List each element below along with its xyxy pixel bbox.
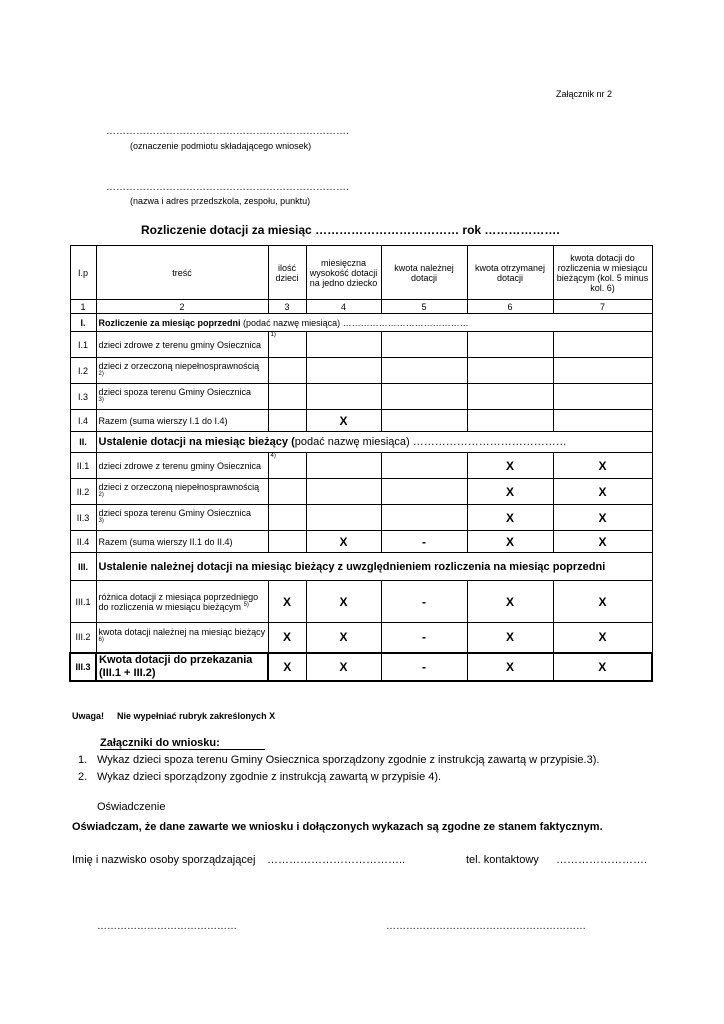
- footnote: 1): [270, 332, 276, 338]
- row-text: dzieci z orzeczoną niepełnosprawnością: [98, 360, 260, 371]
- col-num-1: 1: [70, 300, 96, 314]
- x-mark: X: [306, 410, 381, 432]
- sec2-row1-lp: II.1: [70, 453, 96, 479]
- sec2-sum-lp: II.4: [70, 531, 96, 553]
- x-mark: X: [553, 623, 652, 653]
- dash-mark: -: [381, 531, 467, 553]
- x-mark: X: [268, 623, 306, 653]
- cell: [381, 384, 467, 410]
- attachment-item-2: Wykaz dzieci sporządzony zgodnie z instrukcją zawartą w przypisie 4).: [97, 771, 442, 783]
- x-mark: X: [306, 581, 381, 623]
- cell: [553, 358, 652, 384]
- cell: [268, 410, 306, 432]
- footnote: 6): [98, 637, 104, 644]
- sec3-row1-text: [96, 581, 268, 623]
- sec1-row3-text: [96, 384, 268, 410]
- cell: [306, 453, 381, 479]
- cell: [381, 332, 467, 358]
- cell: [306, 358, 381, 384]
- school-caption: (nazwa i adres przedszkola, zespołu, punktu): [130, 196, 311, 206]
- x-mark: X: [553, 479, 652, 505]
- row-text: dzieci zdrowe z terenu gminy Osiecznica: [98, 339, 262, 350]
- cell: [553, 332, 652, 358]
- x-mark: X: [467, 623, 553, 653]
- sec1-title-cell: [96, 314, 652, 332]
- phone-field[interactable]: …………………….: [556, 854, 648, 866]
- cell: [268, 531, 306, 553]
- footnote: 3): [98, 517, 104, 524]
- x-mark: X: [306, 653, 381, 681]
- sec3-row2-text: [96, 623, 268, 653]
- header-received: kwota otrzymanej dotacji: [467, 246, 553, 300]
- attachment-item-1-num: 1.: [78, 754, 88, 766]
- footnote: 3): [98, 396, 104, 403]
- cell: [381, 410, 467, 432]
- cell: [381, 453, 467, 479]
- cell: [268, 505, 306, 531]
- header-lp: I.p: [70, 246, 96, 300]
- sec2-title: Ustalenie dotacji na miesiąc bieżący (: [98, 436, 295, 448]
- warning-label: Uwaga!: [72, 711, 105, 721]
- cell: [268, 479, 306, 505]
- x-mark: X: [553, 505, 652, 531]
- sec3-title: Ustalenie należnej dotacji na miesiąc bieżący z uwzględnieniem rozliczenia na miesiąc poprzedni: [96, 553, 652, 581]
- sec3-lp: III.: [70, 553, 96, 581]
- declaration-text: Oświadczam, że dane zawarte we wniosku i dołączonych wykazach są zgodne ze stanem faktycznym.: [72, 821, 603, 833]
- sec3-row2-lp: III.2: [70, 623, 96, 653]
- x-mark: X: [467, 505, 553, 531]
- header-children: ilość dzieci: [268, 246, 306, 300]
- attachments-title: Załączniki do wniosku:: [100, 737, 265, 750]
- x-mark: X: [306, 623, 381, 653]
- sec1-sum-text: Razem (suma wierszy I.1 do I.4): [96, 410, 268, 432]
- cell: [381, 479, 467, 505]
- header-content: treść: [96, 246, 268, 300]
- declaration-title: Oświadczenie: [97, 801, 166, 813]
- sec2-note: podać nazwę miesiąca) ……………………………………: [294, 436, 567, 448]
- cell: [268, 358, 306, 384]
- attachment-item-1: Wykaz dzieci spoza terenu Gminy Osiecznica sporządzony zgodnie z instrukcją zawartą w przypisie.3).: [97, 754, 600, 766]
- settlement-table: [69, 245, 653, 682]
- col-num-2: 2: [96, 300, 268, 314]
- cell: [467, 410, 553, 432]
- sec1-row3-lp: I.3: [70, 384, 96, 410]
- x-mark: X: [306, 531, 381, 553]
- signature-right: ……………………………………………………: [386, 921, 586, 932]
- sec2-title-cell: [96, 432, 652, 453]
- x-mark: X: [268, 653, 306, 681]
- phone-label: tel. kontaktowy: [466, 854, 539, 866]
- sec2-sum-text: Razem (suma wierszy II.1 do II.4): [96, 531, 268, 553]
- row-text: dzieci zdrowe z terenu gminy Osiecznica: [98, 460, 262, 471]
- sec1-title: Rozliczenie za miesiąc poprzedni: [98, 317, 241, 328]
- x-mark: X: [553, 531, 652, 553]
- row-text: różnica dotacji z miesiąca poprzedniego do rozliczenia w miesiącu bieżącym: [98, 591, 259, 612]
- cell: [381, 505, 467, 531]
- sec1-row1-children: [268, 332, 306, 358]
- cell: [306, 505, 381, 531]
- x-mark: X: [268, 581, 306, 623]
- row-text: dzieci spoza terenu Gminy Osiecznica: [98, 386, 252, 397]
- footnote: 2): [98, 370, 104, 377]
- sec2-row1-children: [268, 453, 306, 479]
- form-title: Rozliczenie dotacji za miesiąc ……………………………… rok ……………….: [141, 223, 560, 237]
- applicant-caption: (oznaczenie podmiotu składającego wniosek): [130, 141, 312, 151]
- cell: [381, 358, 467, 384]
- school-dots: ……………………………………………………………….: [106, 182, 349, 193]
- footnote: 5): [243, 601, 249, 608]
- row-text: dzieci spoza terenu Gminy Osiecznica: [98, 507, 252, 518]
- x-mark: X: [467, 581, 553, 623]
- cell: [553, 384, 652, 410]
- sec2-row3-text: [96, 505, 268, 531]
- x-mark: X: [467, 453, 553, 479]
- dash-mark: -: [381, 653, 467, 681]
- warning-text: Nie wypełniać rubryk zakreślonych X: [117, 711, 276, 721]
- dash-mark: -: [381, 581, 467, 623]
- cell: [467, 358, 553, 384]
- cell: [306, 384, 381, 410]
- cell: [306, 479, 381, 505]
- header-due: kwota należnej dotacji: [381, 246, 467, 300]
- sec2-row2-lp: II.2: [70, 479, 96, 505]
- sec3-row3-lp: III.3: [70, 653, 96, 681]
- cell: [553, 410, 652, 432]
- x-mark: X: [553, 453, 652, 479]
- header-to-settle: kwota dotacji do rozliczenia w miesiącu bieżącym (kol. 5 minus kol. 6): [553, 246, 652, 300]
- sec1-row1-text: [96, 332, 268, 358]
- sec2-lp: II.: [70, 432, 96, 453]
- sec3-row1-lp: III.1: [70, 581, 96, 623]
- sec1-row1-lp: I.1: [70, 332, 96, 358]
- col-num-3: 3: [268, 300, 306, 314]
- footnote: 4): [270, 453, 276, 459]
- preparer-field[interactable]: ………………………………..: [267, 854, 406, 866]
- sec1-note: (podać nazwę miesiąca) ……………………………………: [240, 317, 469, 328]
- sec3-row3-text: Kwota dotacji do przekazania (III.1 + III.2): [96, 653, 268, 681]
- x-mark: X: [467, 653, 553, 681]
- attachment-item-2-num: 2.: [78, 771, 88, 783]
- signature-left: ……………………………………: [97, 921, 237, 932]
- sec1-lp: I.: [70, 314, 96, 332]
- cell: [467, 332, 553, 358]
- x-mark: X: [553, 653, 652, 681]
- col-num-6: 6: [467, 300, 553, 314]
- preparer-label: Imię i nazwisko osoby sporządzającej: [72, 854, 256, 866]
- x-mark: X: [467, 479, 553, 505]
- x-mark: X: [553, 581, 652, 623]
- sec1-row2-text: [96, 358, 268, 384]
- row-text: kwota dotacji należnej na miesiąc bieżący: [98, 627, 266, 638]
- x-mark: X: [467, 531, 553, 553]
- header-monthly-rate: miesięczna wysokość dotacji na jedno dziecko: [306, 246, 381, 300]
- applicant-dots: ……………………………………………………………….: [106, 126, 349, 137]
- cell: [467, 384, 553, 410]
- col-num-7: 7: [553, 300, 652, 314]
- row-text: dzieci z orzeczoną niepełnosprawnością: [98, 481, 260, 492]
- cell: [306, 332, 381, 358]
- col-num-4: 4: [306, 300, 381, 314]
- sec2-row1-text: [96, 453, 268, 479]
- col-num-5: 5: [381, 300, 467, 314]
- sec1-sum-lp: I.4: [70, 410, 96, 432]
- sec1-row2-lp: I.2: [70, 358, 96, 384]
- dash-mark: -: [381, 623, 467, 653]
- cell: [268, 384, 306, 410]
- sec2-row2-text: [96, 479, 268, 505]
- attachment-label: Załącznik nr 2: [556, 89, 613, 99]
- sec2-row3-lp: II.3: [70, 505, 96, 531]
- footnote: 2): [98, 491, 104, 498]
